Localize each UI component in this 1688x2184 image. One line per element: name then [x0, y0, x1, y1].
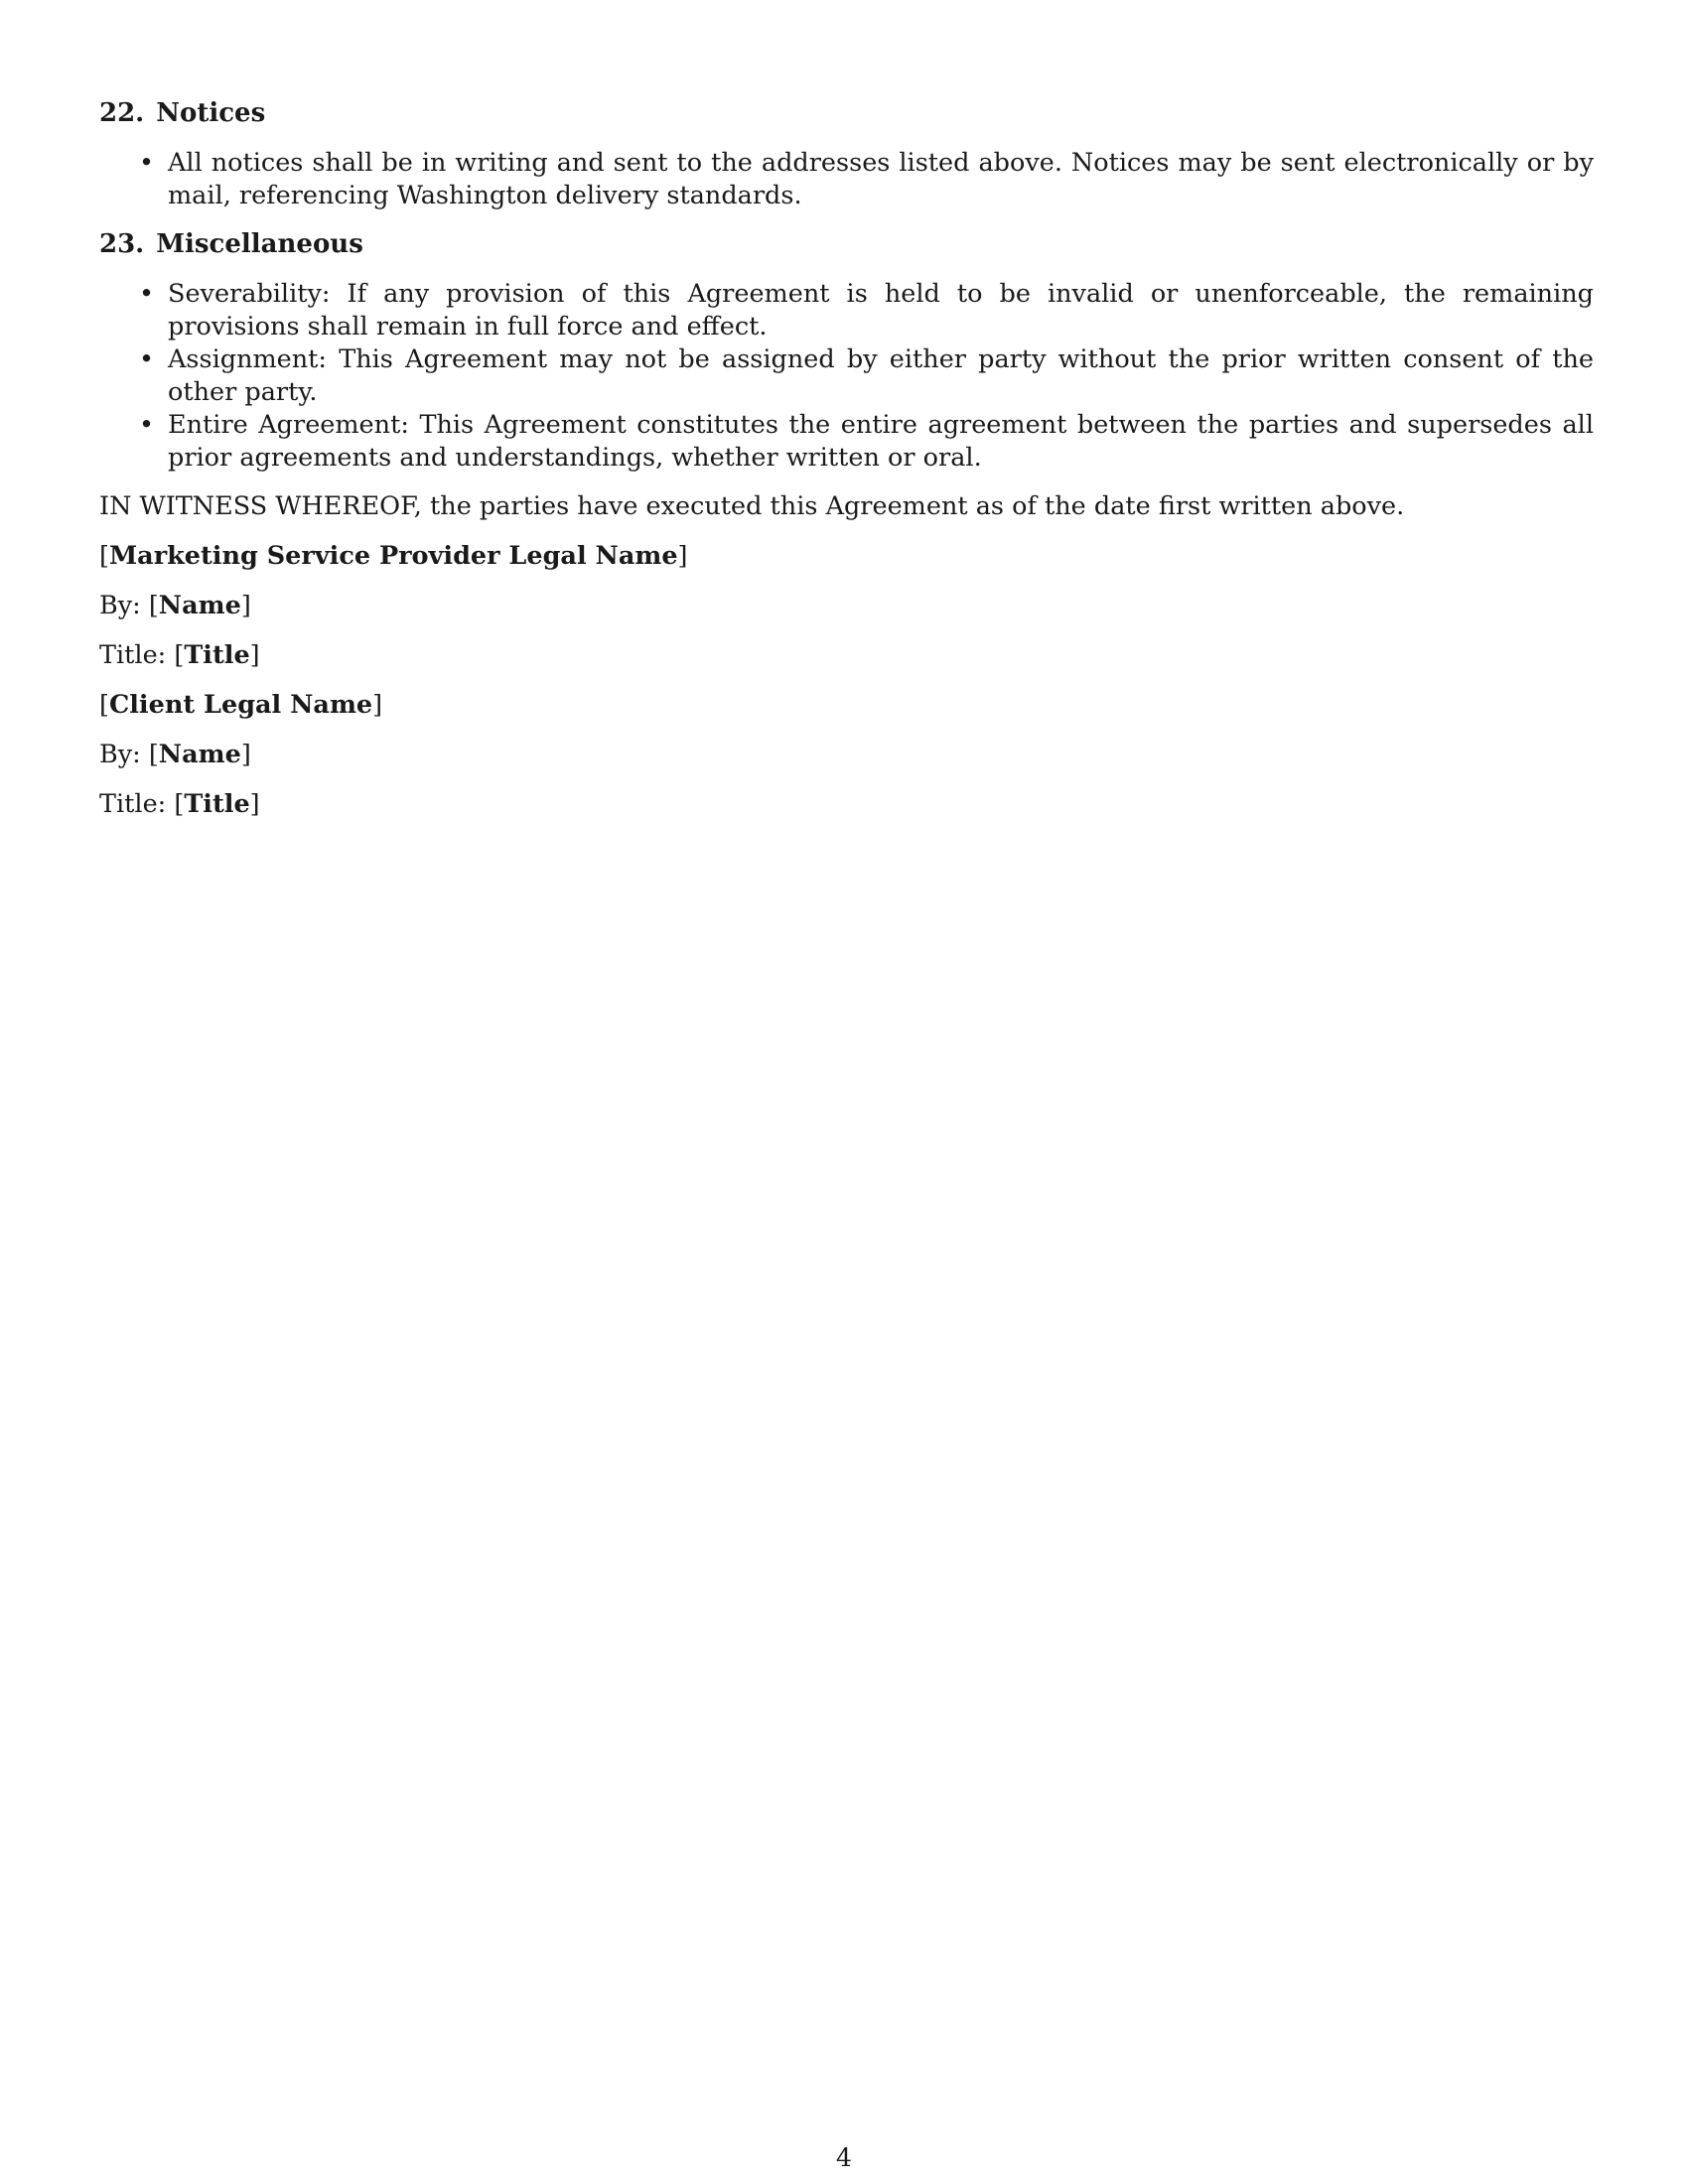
bracket: ] — [240, 591, 251, 620]
list-item — [99, 147, 1594, 212]
provider-by-line — [99, 590, 1594, 622]
bracket: ] — [249, 640, 260, 670]
client-by-line — [99, 739, 1594, 771]
bullet-icon: • — [139, 410, 155, 440]
list-item-text: All notices shall be in writing and sent to the addresses listed above. Notices may be sent electronically or by mail, referencing Washington delivery standards. — [168, 148, 1594, 210]
section-title: Miscellaneous — [156, 229, 363, 259]
title-label: Title: — [99, 640, 175, 670]
bullet-icon: • — [139, 344, 155, 374]
list-item-text: Entire Agreement: This Agreement constitutes the entire agreement between the parties and supersedes all prior agreements and understandings, whether written or oral. — [168, 410, 1594, 473]
provider-name-text: Marketing Service Provider Legal Name — [108, 541, 678, 571]
title-label: Title: — [99, 789, 175, 819]
by-label: By: — [99, 591, 149, 620]
page-number: 4 — [836, 2143, 852, 2172]
client-name-text: Client Legal Name — [108, 690, 373, 720]
bracket: [ — [148, 591, 159, 620]
list-item — [99, 343, 1594, 409]
section-number: 23. — [99, 229, 145, 259]
bracket: [ — [99, 541, 109, 571]
list-item — [99, 278, 1594, 343]
by-value: Name — [158, 740, 241, 769]
bullet-icon: • — [139, 148, 155, 178]
title-value: Title — [184, 789, 250, 819]
provider-title-line — [99, 639, 1594, 672]
provider-legal-name — [99, 540, 1594, 573]
section-heading-notices — [99, 97, 1594, 130]
list-item-text: Severability: If any provision of this Agreement is held to be invalid or unenforceable, the remaining provisions shall remain in full force and effect. — [168, 279, 1594, 341]
bracket: [ — [99, 690, 109, 720]
witness-clause: IN WITNESS WHEREOF, the parties have executed this Agreement as of the date first written above. — [99, 491, 1405, 521]
by-label: By: — [99, 740, 149, 769]
notices-list — [99, 147, 1594, 212]
by-value: Name — [158, 591, 241, 620]
list-item-text: Assignment: This Agreement may not be assigned by either party without the prior written consent of the other party. — [168, 344, 1594, 407]
bracket: ] — [240, 740, 251, 769]
section-title: Notices — [156, 98, 266, 128]
bracket: ] — [249, 789, 260, 819]
bracket: [ — [148, 740, 159, 769]
title-value: Title — [184, 640, 250, 670]
client-title-line — [99, 788, 1594, 821]
miscellaneous-list — [99, 278, 1594, 475]
bracket: ] — [372, 690, 383, 720]
list-item — [99, 409, 1594, 475]
bracket: ] — [677, 541, 688, 571]
document-page — [99, 97, 1594, 838]
section-heading-miscellaneous — [99, 228, 1594, 261]
bracket: [ — [174, 789, 185, 819]
client-legal-name — [99, 689, 1594, 722]
bullet-icon: • — [139, 279, 155, 309]
bracket: [ — [174, 640, 185, 670]
section-number: 22. — [99, 98, 145, 128]
